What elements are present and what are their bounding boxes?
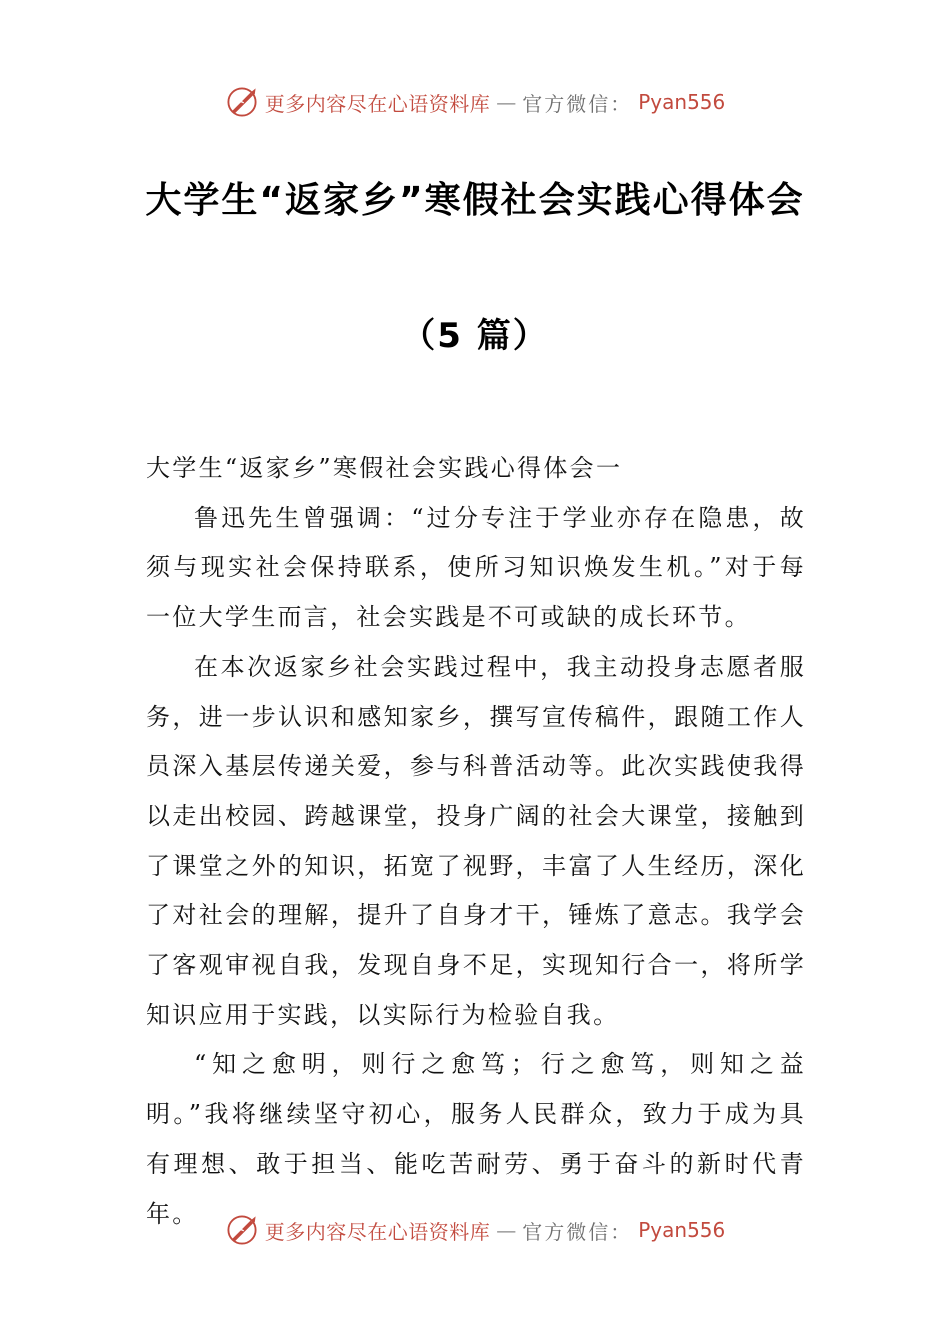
document-subtitle: （5 篇） (401, 316, 549, 356)
banner-wechat-id: Pyan556 (638, 1218, 726, 1242)
banner-separator: — (496, 1218, 517, 1242)
document-body (146, 444, 806, 1239)
banner-sub-text: 官方微信： (522, 1219, 633, 1244)
banner-separator: — (496, 90, 517, 114)
quill-pen-logo-icon (225, 1213, 259, 1247)
paragraph: 鲁迅先生曾强调：“过分专注于学业亦存在隐患，故须与现实社会保持联系，使所习知识焕发生机。”对于每一位大学生而言，社会实践是不可或缺的成长环节。 (146, 503, 806, 632)
paragraph: 在本次返家乡社会实践过程中，我主动投身志愿者服务，进一步认识和感知家乡，撰写宣传稿件，跟随工作人员深入基层传递关爱，参与科普活动等。此次实践使我得以走出校园、跨越课堂，投身广阔的社会大课堂，接触到了课堂之外的知识，拓宽了视野，丰富了人生经历，深化了对社会的理解，提升了自身才干，锤炼了意志。我学会了客观审视自我，发现自身不足，实现知行合一，将所学知识应用于实践，以实际行为检验自我。 (146, 652, 806, 1029)
header-banner (0, 82, 950, 122)
banner-wechat-id: Pyan556 (638, 90, 726, 114)
banner-main-text: 更多内容尽在心语资料库 (264, 1219, 491, 1244)
section-heading: 大学生“返家乡”寒假社会实践心得体会一 (146, 454, 623, 482)
banner-main-text: 更多内容尽在心语资料库 (264, 91, 491, 116)
banner-sub-text: 官方微信： (522, 91, 633, 116)
footer-banner (0, 1210, 950, 1250)
paragraph: “知之愈明，则行之愈笃；行之愈笃，则知之益明。”我将继续坚守初心，服务人民群众，致力于成为具有理想、敢于担当、能吃苦耐劳、勇于奋斗的新时代青年。 (146, 1050, 806, 1228)
document-title: 大学生“返家乡”寒假社会实践心得体会 (145, 180, 805, 221)
quill-pen-logo-icon (225, 85, 259, 119)
